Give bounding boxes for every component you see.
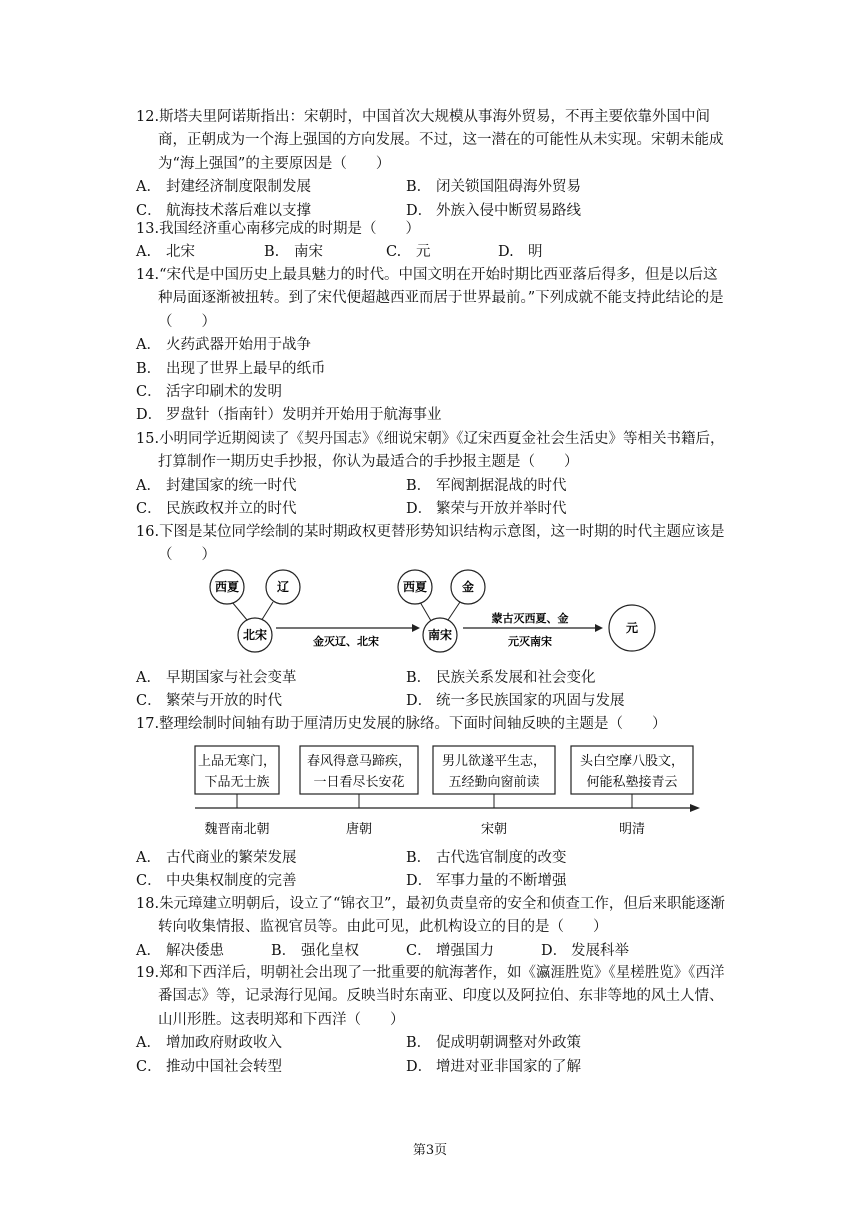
question-number: 13. <box>136 221 160 237</box>
option-b[interactable]: B. 南宋 <box>264 244 323 261</box>
arrow-label: 金灭辽、北宋 <box>313 635 379 648</box>
arrow-label-bottom: 元灭南宋 <box>508 635 552 648</box>
option-b[interactable]: B． 强化皇权 <box>271 942 359 959</box>
era-label: 唐朝 <box>345 822 373 837</box>
option-b[interactable]: B． 古代选官制度的改变 <box>406 850 567 866</box>
node-label: 南宋 <box>427 628 453 642</box>
question-14 <box>136 264 726 428</box>
option-c[interactable]: C． 中央集权制度的完善 <box>136 873 297 890</box>
question-number: 16. <box>136 524 160 540</box>
question-text: 我国经济重心南移完成的时期是（ ） <box>159 221 421 237</box>
option-d[interactable]: D. 明 <box>498 244 543 261</box>
question-text: 小明同学近期阅读了《契丹国志》《细说宋朝》《辽宋西夏金社会生活史》等相关书籍后，打算制作一期历史手抄报，你认为最适合的手抄报主题是（ ） <box>158 431 725 471</box>
question-text: 斯塔夫里阿诺斯指出：宋朝时，中国首次大规模从事海外贸易，不再主要依靠外国中间商，正朝成为一个海上强国的方向发展。不过，这一潜在的可能性从未实现。宋朝未能成为“海上强国”的主要原因是（ ） <box>158 109 724 172</box>
question-text: 整理绘制时间轴有助于厘清历史发展的脉络。下面时间轴反映的主题是（ ） <box>159 716 667 732</box>
question-15 <box>136 428 726 522</box>
question-17 <box>136 713 726 736</box>
option-d[interactable]: D． 统一多民族国家的巩固与发展 <box>406 693 625 710</box>
option-c[interactable]: C． 活字印刷术的发明 <box>136 384 282 400</box>
timeline-arrow-head <box>690 804 700 812</box>
question-18 <box>136 893 726 963</box>
question-number: 17. <box>136 716 160 732</box>
option-b[interactable]: B． 民族关系发展和社会变化 <box>406 670 596 686</box>
era-label: 宋朝 <box>480 822 508 837</box>
quote-line: 男儿欲遂平生志， <box>441 754 547 769</box>
arrow-label-top: 蒙古灭西夏、金 <box>491 612 569 625</box>
question-number: 14. <box>136 267 160 283</box>
option-c[interactable]: C． 增强国力 <box>406 942 494 959</box>
arrow-head <box>595 624 603 632</box>
option-d[interactable]: D． 繁荣与开放并举时代 <box>406 501 567 518</box>
question-text: 郑和下西洋后，明朝社会出现了一批重要的航海著作，如《瀛涯胜览》《星槎胜览》《西洋番国志》等，记录海行见闻。反映当时东南亚、印度以及阿拉伯、东非等地的风土人情、山川形胜。这表明郑和下西洋（ ） <box>158 965 725 1028</box>
quote-line: 何能私塾接青云 <box>586 775 678 790</box>
question-13 <box>136 218 726 265</box>
node-label: 金 <box>461 580 475 594</box>
option-c[interactable]: C． 推动中国社会转型 <box>136 1058 282 1075</box>
node-label: 西夏 <box>402 580 428 594</box>
question-text: 朱元璋建立明朝后，设立了“锦衣卫”，最初负责皇帝的安全和侦查工作，但后来职能逐渐转向收集情报、监视官员等。由此可见，此机构设立的目的是（ ） <box>158 896 725 936</box>
question-number: 15. <box>136 431 160 447</box>
regime-change-diagram <box>200 566 660 666</box>
era-label: 明清 <box>618 822 646 837</box>
question-number: 19. <box>136 965 160 981</box>
option-d[interactable]: D． 发展科举 <box>541 942 629 959</box>
node-label: 辽 <box>276 580 290 594</box>
quote-line: 春风得意马蹄疾， <box>306 754 412 769</box>
option-c[interactable]: C． 民族政权并立的时代 <box>136 501 297 518</box>
option-d[interactable]: D． 外族入侵中断贸易路线 <box>406 202 581 219</box>
option-b[interactable]: B． 促成明朝调整对外政策 <box>406 1035 581 1052</box>
option-b[interactable]: B． 闭关锁国阻碍海外贸易 <box>406 179 581 196</box>
question-17-options <box>136 847 726 894</box>
option-d[interactable]: D． 军事力量的不断增强 <box>406 873 567 890</box>
option-c[interactable]: C. 元 <box>386 244 431 261</box>
timeline-diagram <box>190 742 710 842</box>
option-a[interactable]: A． 早期国家与社会变革 <box>136 670 297 686</box>
quote-line: 下品无士族 <box>204 775 270 790</box>
question-text: 下图是某位同学绘制的某时期政权更替形势知识结构示意图，这一时期的时代主题应该是（ ） <box>158 524 725 564</box>
option-b[interactable]: B． 军阀割据混战的时代 <box>406 477 567 494</box>
arrow-head <box>412 624 420 632</box>
option-a[interactable]: A． 解决倭患 <box>136 942 224 959</box>
question-19 <box>136 962 726 1079</box>
option-a[interactable]: A． 封建经济制度限制发展 <box>136 179 311 196</box>
question-16-options <box>136 667 726 714</box>
option-d[interactable]: D． 增进对亚非国家的了解 <box>406 1058 581 1075</box>
quote-line: 头白空摩八股文， <box>579 754 685 769</box>
question-16 <box>136 521 726 568</box>
era-label: 魏晋南北朝 <box>204 822 270 837</box>
option-a[interactable]: A. 北宋 <box>136 244 195 261</box>
question-number: 12. <box>136 109 160 125</box>
node-label: 元 <box>625 621 639 635</box>
option-a[interactable]: A． 火药武器开始用于战争 <box>136 337 311 354</box>
quote-line: 上品无寒门， <box>197 754 277 769</box>
option-c[interactable]: C． 航海技术落后难以支撑 <box>136 202 311 219</box>
option-b[interactable]: B． 出现了世界上最早的纸币 <box>136 360 326 377</box>
option-c[interactable]: C． 繁荣与开放的时代 <box>136 693 282 710</box>
node-label: 西夏 <box>214 580 240 594</box>
node-label: 北宋 <box>242 628 268 642</box>
option-d[interactable]: D． 罗盘针（指南针）发明并开始用于航海事业 <box>136 407 442 424</box>
page-number: 第3页 <box>412 1143 448 1158</box>
option-a[interactable]: A． 增加政府财政收入 <box>136 1035 282 1052</box>
quote-line: 五经勤向窗前读 <box>448 775 540 790</box>
option-a[interactable]: A． 封建国家的统一时代 <box>136 477 297 494</box>
quote-line: 一日看尽长安花 <box>313 775 405 790</box>
question-number: 18. <box>136 896 160 912</box>
question-text: “宋代是中国历史上最具魅力的时代。中国文明在开始时期比西亚落后得多，但是以后这种局面逐渐被扭转。到了宋代便超越西亚而居于世界最前。”下列成就不能支持此结论的是（ ） <box>158 267 724 330</box>
question-12 <box>136 106 726 223</box>
option-a[interactable]: A． 古代商业的繁荣发展 <box>136 850 297 866</box>
